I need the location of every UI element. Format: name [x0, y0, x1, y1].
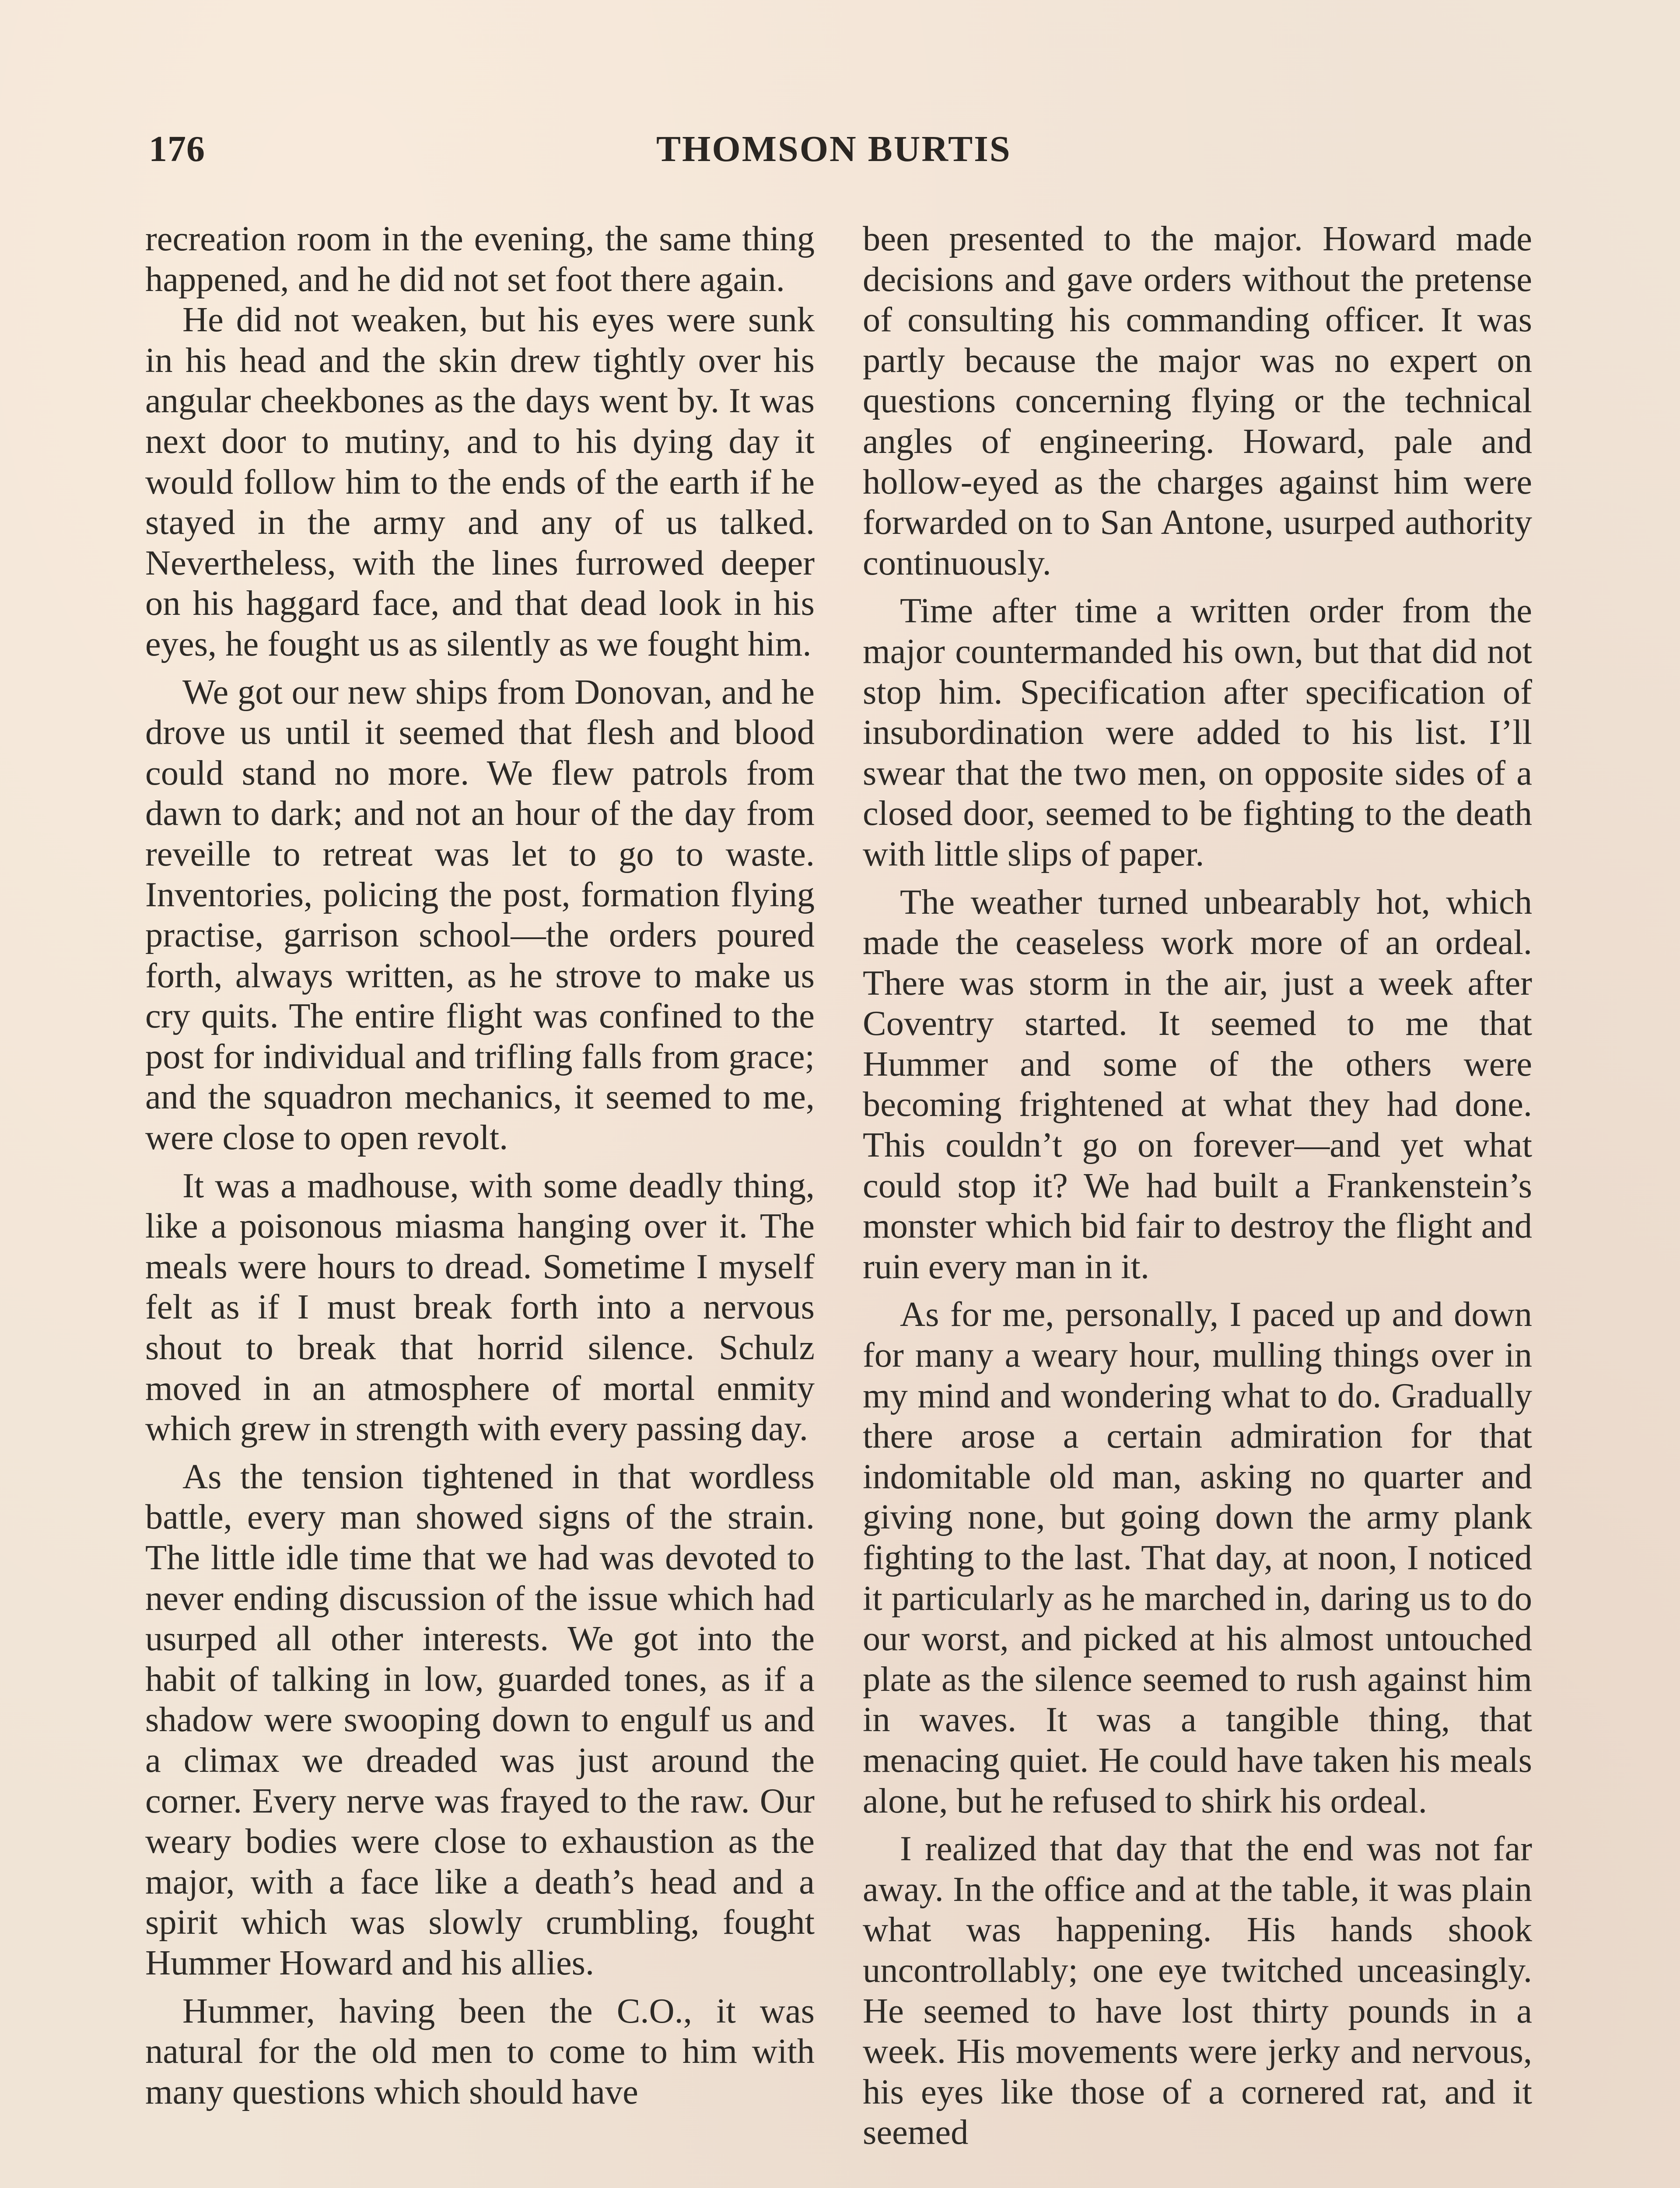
paragraph: been presented to the major. Howard made decisions and gave orders without the pretense of consulting his commanding officer. It was partly because the major was no expert on questions concerning flying or the technical angles of engineering. Howard, pale and hollow-eyed as the charges against him were forwarded on to San Antone, usurped authority continuously. — [863, 219, 1532, 582]
running-head: THOMSON BURTIS — [656, 129, 1012, 169]
paragraph: The weather turned unbearably hot, which made the ceaseless work more of an ordeal. There was storm in the air, just a week after Coventry started. It seemed to me that Hummer and some of the others were becoming frightened at what they had done. This couldn’t go on forever—and yet what could stop it? We had built a Frankenstein’s monster which bid fair to destroy the flight and ruin every man in it. — [863, 882, 1532, 1286]
paragraph: I realized that day that the end was not far away. In the office and at the table, it was plain what was happening. His hands shook uncontrollably; one eye twitched unceasingly. He seemed to have lost thirty pounds in a week. His movements were jerky and nervous, his eyes like those of a cornered rat, and it seemed — [863, 1829, 1532, 2152]
paragraph: As for me, personally, I paced up and down for many a weary hour, mulling things over in my mind and wondering what to do. Gradually there arose a certain admiration for that indomitable old man, asking no quarter and giving none, but going down the army plank fighting to the last. That day, at noon, I noticed it particularly as he marched in, daring us to do our worst, and picked at his almost untouched plate as the silence seemed to rush against him in waves. It was a tangible thing, that menacing quiet. He could have taken his meals alone, but he refused to shirk his ordeal. — [863, 1295, 1532, 1820]
paragraph: Hummer, having been the C.O., it was natural for the old men to come to him with many questions which should have — [145, 1991, 815, 2111]
paragraph: recreation room in the evening, the same thing happened, and he did not set foot there again. — [145, 219, 815, 299]
paragraph: Time after time a written order from the major countermanded his own, but that did not stop him. Specification after specification of insubordination were added to his list. I’ll swear that the two men, on opposite sides of a closed door, seemed to be fighting to the death with little slips of paper. — [863, 591, 1532, 873]
paragraph: We got our new ships from Donovan, and he drove us until it seemed that flesh and blood could stand no more. We flew patrols from dawn to dark; and not an hour of the day from reveille to retreat was let to go to waste. Inventories, policing the post, formation flying practise, garrison school—the orders poured forth, always written, as he strove to make us cry quits. The entire flight was confined to the post for individual and trifling falls from grace; and the squadron mechanics, it seemed to me, were close to open revolt. — [145, 672, 815, 1157]
paragraph: It was a madhouse, with some deadly thing, like a poisonous miasma hanging over it. The meals were hours to dread. Sometime I myself felt as if I must break forth into a nervous shout to break that horrid silence. Schulz moved in an atmosphere of mortal enmity which grew in strength with every passing day. — [145, 1166, 815, 1448]
left-column — [145, 219, 815, 2112]
paragraph: As the tension tightened in that wordless battle, every man showed signs of the strain. The little idle time that we had was devoted to never ending discussion of the issue which had usurped all other interests. We got into the habit of talking in low, guarded tones, as if a shadow were swooping down to engulf us and a climax we dreaded was just around the corner. Every nerve was frayed to the raw. Our weary bodies were close to exhaustion as the major, with a face like a death’s head and a spirit which was slowly crumbling, fought Hummer Howard and his allies. — [145, 1457, 815, 1982]
right-column — [863, 219, 1532, 2153]
paragraph: He did not weaken, but his eyes were sunk in his head and the skin drew tightly over his angular cheekbones as the days went by. It was next door to mutiny, and to his dying day it would follow him to the ends of the earth if he stayed in the army and any of us talked. Nevertheless, with the lines furrowed deeper on his haggard face, and that dead look in his eyes, he fought us as silently as we fought him. — [145, 300, 815, 663]
page-number: 176 — [149, 129, 205, 169]
